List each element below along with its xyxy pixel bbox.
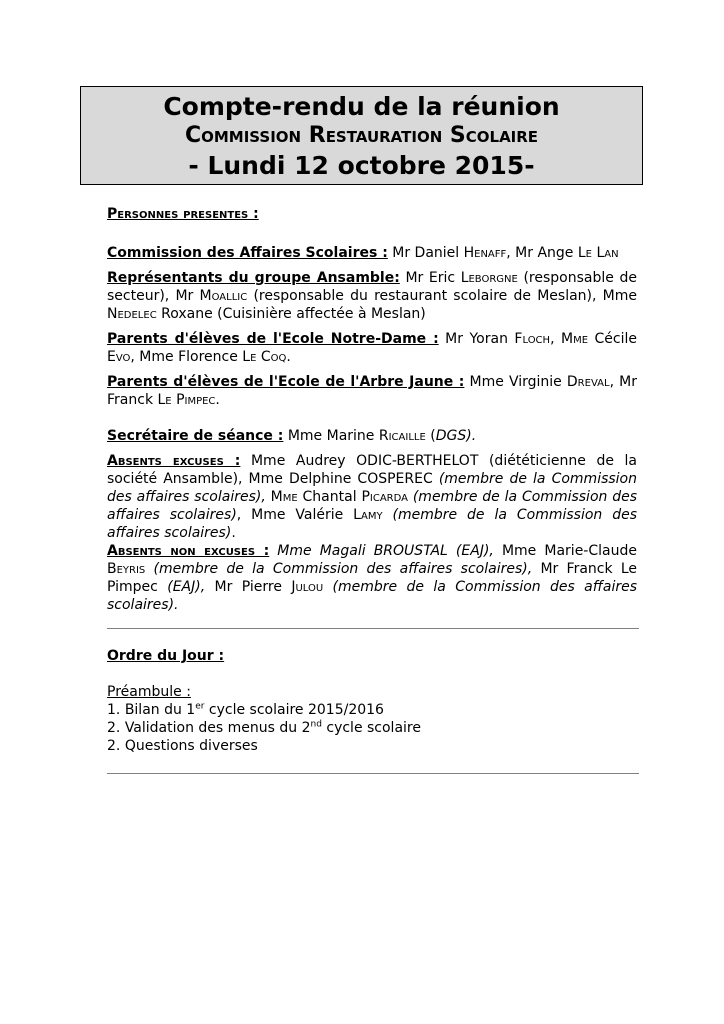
agenda-item-number: 2. xyxy=(107,738,121,754)
parents-aj-name: Dreval xyxy=(566,374,610,390)
parents-aj-name: Le Pimpec xyxy=(157,392,216,408)
absents-non-excuses-name: Julou xyxy=(291,579,324,595)
absents-excuses-text: . xyxy=(231,525,236,541)
parents-notre-dame-label: Parents d'élèves de l'Ecole Notre-Dame : xyxy=(107,331,439,347)
parents-notre-dame-paragraph xyxy=(107,330,637,366)
secretaire-paragraph xyxy=(107,427,637,445)
title-line-1: Compte-rendu de la réunion xyxy=(163,92,560,121)
commission-text: , Mr Ange xyxy=(506,245,578,261)
commission-text: Mr Daniel xyxy=(387,245,464,261)
representants-text: (responsable du restaurant scolaire de Meslan), Mme xyxy=(247,288,637,304)
parents-arbre-jaune-label: Parents d'élèves de l'Ecole de l'Arbre Jaune : xyxy=(107,374,465,390)
parents-nd-text: . xyxy=(286,349,291,365)
absents-non-excuses-text: Mme Marie-Claude xyxy=(493,543,637,559)
section-divider xyxy=(107,773,639,774)
absents-non-excuses-label: Absents non excuses : xyxy=(107,543,270,559)
agenda-item-sup: er xyxy=(195,701,205,712)
absents-excuses-name: Lamy xyxy=(353,507,383,523)
personnes-heading: Personnes presentes : xyxy=(107,206,259,222)
absents-non-excuses-role: Mme Magali BROUSTAL (EAJ), xyxy=(269,543,494,559)
parents-nd-text: , Mme Florence xyxy=(130,349,243,365)
representants-name: Nedelec xyxy=(107,306,157,322)
absents-non-excuses-role: (EAJ), xyxy=(167,579,206,595)
title-line-2: Commission Restauration Scolaire xyxy=(184,123,539,148)
representants-paragraph xyxy=(107,269,637,323)
absents-non-excuses-paragraph xyxy=(107,542,637,614)
parents-aj-text: Mme Virginie xyxy=(464,374,567,390)
agenda-item-number: 1. xyxy=(107,702,121,718)
absents-non-excuses-role: (membre de la Commission des affaires scolaires), xyxy=(145,561,533,577)
parents-aj-text: , Mr Franck xyxy=(107,374,637,408)
absents-excuses-text xyxy=(383,507,393,523)
secretaire-role: DGS). xyxy=(435,428,477,444)
absents-excuses-label: Absents excuses : xyxy=(107,453,241,469)
commission-paragraph xyxy=(107,244,637,262)
parents-nd-name: Le Coq xyxy=(242,349,287,365)
absents-excuses-name: Picarda xyxy=(361,489,408,505)
commission-name: Le Lan xyxy=(577,245,619,261)
absents-excuses-role: (membre de la Commission des affaires scolaires) xyxy=(107,507,637,541)
parents-nd-text: , xyxy=(550,331,561,347)
representants-label: Représentants du groupe Ansamble: xyxy=(107,270,400,286)
absents-excuses-text: Chantal xyxy=(297,489,362,505)
absents-excuses-text: , Mme Valérie xyxy=(236,507,354,523)
absents-non-excuses-text: Mr Franck Le Pimpec xyxy=(107,561,638,595)
agenda-item xyxy=(107,701,637,719)
representants-name: Leborgne xyxy=(460,270,518,286)
commission-label: Commission des Affaires Scolaires : xyxy=(107,245,388,261)
agenda-item-text: Validation des menus du 2 xyxy=(124,720,311,736)
absents-excuses-name: Mme xyxy=(270,489,298,505)
parents-nd-text: Cécile xyxy=(588,331,637,347)
agenda-item-text: Questions diverses xyxy=(124,738,258,754)
agenda-item-text: cycle scolaire xyxy=(321,720,421,736)
secretaire-text: Mme Marine xyxy=(283,428,379,444)
absents-excuses-text: Mme Audrey ODIC-BERTHELOT (diététicienne de la société Ansamble), Mme Delphine COSPEREC xyxy=(107,453,637,487)
absents-non-excuses-text: Mr Pierre xyxy=(205,579,292,595)
absents-excuses-paragraph xyxy=(107,452,637,542)
agenda-item-number: 2. xyxy=(107,720,121,736)
agenda-item xyxy=(107,719,637,737)
representants-name: Moallic xyxy=(199,288,248,304)
section-divider xyxy=(107,628,639,629)
commission-name: Henaff xyxy=(463,245,507,261)
secretaire-text: ( xyxy=(425,428,436,444)
parents-nd-name: Evo xyxy=(107,349,131,365)
secretaire-label: Secrétaire de séance : xyxy=(107,428,284,444)
representants-text: (responsable de secteur), Mr xyxy=(107,270,637,304)
title-line-3: - Lundi 12 octobre 2015- xyxy=(188,151,535,180)
secretaire-name: Ricaille xyxy=(378,428,426,444)
agenda-list xyxy=(107,683,637,755)
representants-text: Roxane (Cuisinière affectée à Meslan) xyxy=(156,306,426,322)
ordre-du-jour-heading: Ordre du Jour : xyxy=(107,648,225,664)
absents-non-excuses-name: Beyris xyxy=(107,561,146,577)
parents-nd-text: Mr Yoran xyxy=(438,331,515,347)
agenda-item-sup: nd xyxy=(310,719,322,730)
parents-nd-name: Mme xyxy=(561,331,589,347)
agenda-item-text: cycle scolaire 2015/2016 xyxy=(204,702,384,718)
parents-arbre-jaune-paragraph xyxy=(107,373,637,409)
representants-text: Mr Eric xyxy=(399,270,461,286)
document-body xyxy=(107,205,637,774)
absents-non-excuses-role: (membre de la Commission des affaires scolaires). xyxy=(107,579,637,613)
document-title-box xyxy=(80,86,643,185)
absents-excuses-role: (membre de la Commission des affaires scolaires), xyxy=(107,471,637,505)
preambule-label: Préambule : xyxy=(107,684,191,700)
parents-nd-name: Floch xyxy=(514,331,551,347)
agenda-item xyxy=(107,737,637,755)
absents-excuses-role: (membre de la Commission des affaires scolaires) xyxy=(107,489,638,523)
parents-aj-text: . xyxy=(215,392,220,408)
agenda-item-text: Bilan du 1 xyxy=(124,702,196,718)
